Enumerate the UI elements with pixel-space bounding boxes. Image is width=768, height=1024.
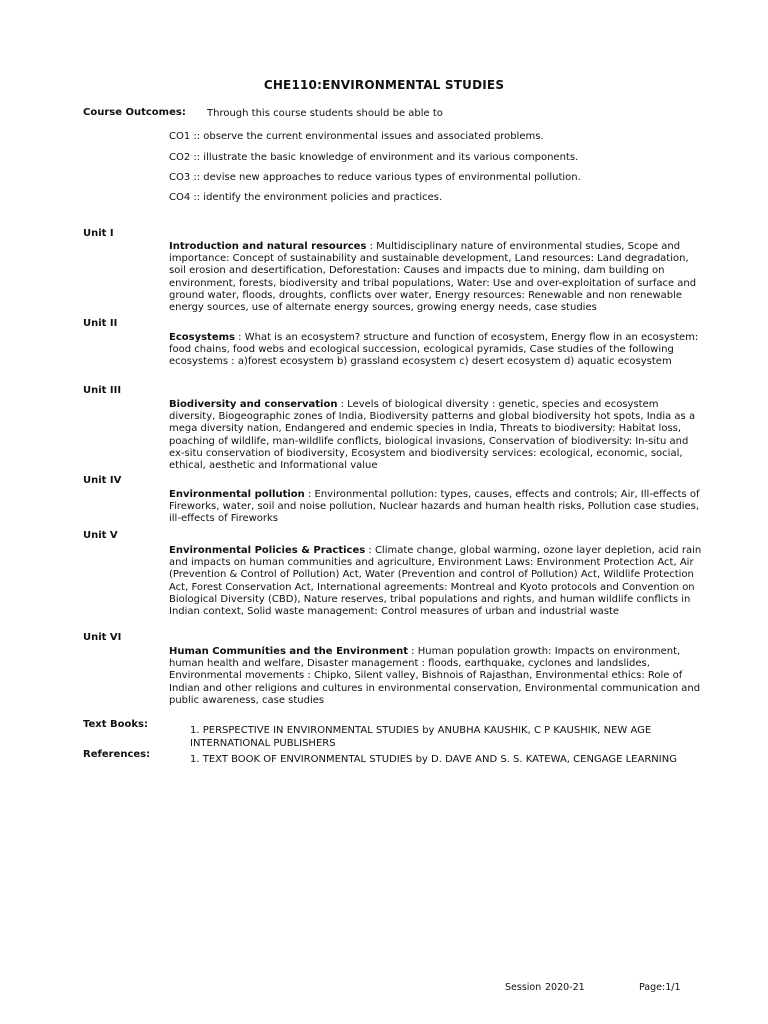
unit-5-heading: Environmental Policies & Practices [169,545,366,556]
session-label: Session [505,982,542,993]
unit-2-label: Unit II [83,318,118,329]
course-outcome-1: CO1 :: observe the current environmental issues and associated problems. [169,131,544,142]
unit-2-content [169,332,704,369]
page-title: CHE110:ENVIRONMENTAL STUDIES [263,78,505,92]
course-outcome-3: CO3 :: devise new approaches to reduce various types of environmental pollution. [169,172,581,183]
course-outcome-4: CO4 :: identify the environment policies and practices. [169,192,443,203]
unit-1-heading: Introduction and natural resources [169,241,367,252]
unit-2-text: : What is an ecosystem? structure and function of ecosystem, Energy flow in an ecosystem: food chains, food webs and ecological succession, ecological pyramids, Case studies of the following ecosystems : a)forest ecosystem b) grassland ecosystem c) desert ecosystem d) aquatic ecosystem [169,332,699,368]
unit-4-text: : Environmental pollution: types, causes, effects and controls; Air, Ill-effects of Fireworks, water, soil and noise pollution, Nuclear hazards and human health risks, Pollution case studies, ill-effects of Fireworks [169,489,700,525]
unit-2-heading: Ecosystems [169,332,235,343]
unit-5-text: : Climate change, global warming, ozone layer depletion, acid rain and impacts on human communities and agriculture, Environment Laws: Environment Protection Act, Air (Prevention & Control of Pollution) Act, Water (Prevention and control of Pollution) Act, Wildlife Protection Act, Forest Conservation Act, International agreements: Montreal and Kyoto protocols and Convention on Biological Diversity (CBD), Nature reserves, tribal populations and rights, and human wildlife conflicts in Indian context, Solid waste management: Control measures of urban and industrial waste [169,545,702,618]
unit-4-label: Unit IV [83,475,122,486]
unit-4-heading: Environmental pollution [169,489,305,500]
unit-4-content [169,489,704,526]
unit-3-text: : Levels of biological diversity : genetic, species and ecosystem diversity, Biogeographic zones of India, Biodiversity patterns and global biodiversity hot spots, India as a mega diversity nation, Endangered and endemic species in India, Threats to biodiversity: Habitat loss, poaching of wildlife, man-wildlife conflicts, biological invasions, Conservation of biodiversity: In-situ and ex-situ conservation of biodiversity, Ecosystem and biodiversity services: ecological, economic, social, ethical, aesthetic and Informational value [169,399,696,472]
page-number: Page:1/1 [639,982,681,993]
course-outcomes-label: Course Outcomes: [83,107,186,118]
course-outcomes-intro: Through this course students should be able to [207,108,443,119]
unit-1-label: Unit I [83,228,114,239]
reference-item: 1. TEXT BOOK OF ENVIRONMENTAL STUDIES by D. DAVE AND S. S. KATEWA, CENGAGE LEARNING [190,754,677,765]
unit-1-text: : Multidisciplinary nature of environmental studies, Scope and importance: Concept of sustainability and sustainable development, Land resources: Land degradation, soil erosion and desertification, Deforestation: Causes and impacts due to mining, dam building on environment, forests, biodiversity and tribal populations, Water: Use and over-exploitation of surface and ground water, floods, droughts, conflicts over water, Energy resources: Renewable and non renewable energy sources, use of alternate energy sources, growing energy needs, case studies [169,241,697,314]
unit-5-content [169,545,704,618]
unit-3-heading: Biodiversity and conservation [169,399,338,410]
unit-1-content [169,241,704,314]
references-label: References: [83,749,151,760]
unit-3-content [169,399,704,472]
session-value: 2020-21 [545,982,585,993]
text-books-label: Text Books: [83,719,148,730]
course-outcome-2: CO2 :: illustrate the basic knowledge of environment and its various components. [169,152,579,163]
unit-6-heading: Human Communities and the Environment [169,646,408,657]
unit-3-label: Unit III [83,385,122,396]
text-book-item: 1. PERSPECTIVE IN ENVIRONMENTAL STUDIES by ANUBHA KAUSHIK, C P KAUSHIK, NEW AGE INTERNATIONAL PUBLISHERS [190,725,652,749]
unit-6-text: : Human population growth: Impacts on environment, human health and welfare, Disaster management : floods, earthquake, cyclones and landslides, Environmental movements : Chipko, Silent valley, Bishnois of Rajasthan, Environmental ethics: Role of Indian and other religions and cultures in environmental conservation, Environmental communication and public awareness, case studies [169,646,701,706]
unit-6-content [169,646,704,707]
unit-6-label: Unit VI [83,632,122,643]
unit-5-label: Unit V [83,530,118,541]
